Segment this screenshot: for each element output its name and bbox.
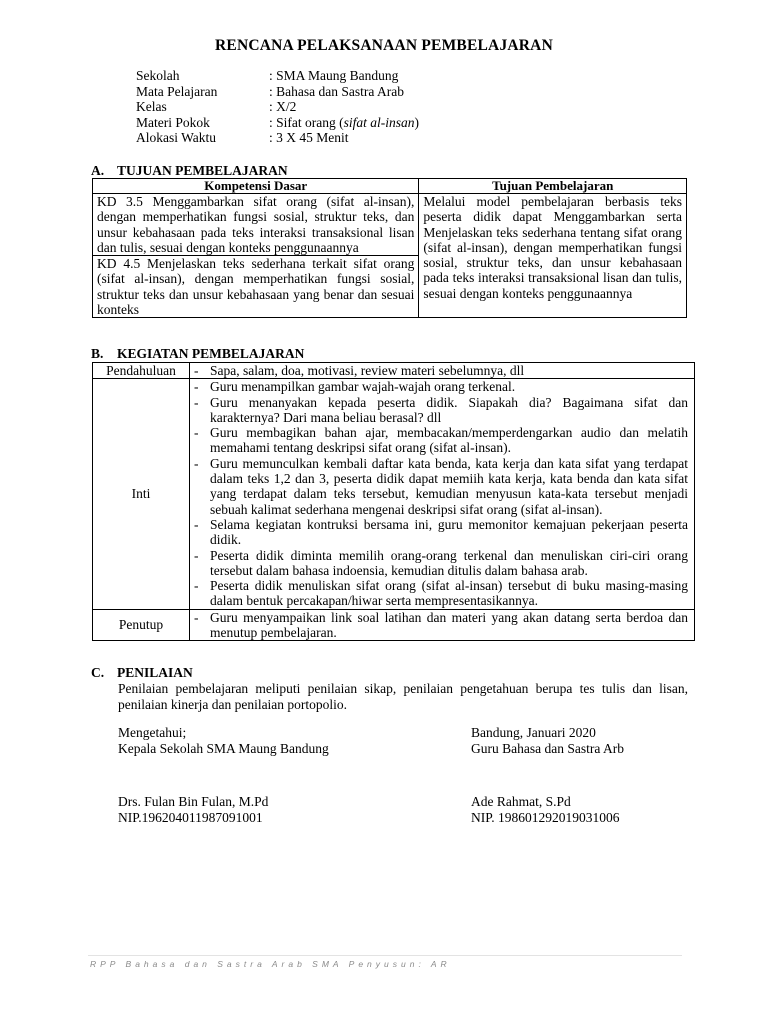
identity-label: Sekolah [136,68,180,83]
section-a-heading [91,163,288,179]
stage-activities [190,363,695,379]
footer-divider [88,955,682,956]
section-title: TUJUAN PEMBELAJARAN [117,163,288,178]
section-number: C. [91,665,105,680]
activity-item: - Guru menampilkan gambar wajah-wajah orang terkenal. [194,379,516,395]
activity-item: - Guru memunculkan kembali daftar kata benda, kata kerja dan kata sifat yang terdapat dalam teks 1,2 dan 3, peserta didik dapat memiih kata kerja, kata benda dan kata sifat yang terdapat dalam teks tersebut, kemudian menyusun kata-kata tersebut menjadi sebuah kalimat sederhana mengenai deskripsi sifat orang (sifat al-insan). [194,455,688,517]
stage-row-inti [93,379,695,609]
column-header-tujuan: Tujuan Pembelajaran [419,179,687,194]
identity-block [136,68,419,146]
stage-label: Inti [93,379,190,609]
tujuan-cell: Melalui model pembelajaran berbasis teks peserta didik dapat Menggambarkan serta Menjelaskan teks sederhana tentang sifat orang (sifat al-insan), dengan memperhatikan fungsi sosial, struktur teks, dan unsur kebahasaan pada teks interaksi transaksional lisan dan tulis, sesuai dengan konteks penggunaannya [419,194,687,318]
identity-value-suffix: ) [414,114,419,130]
stage-row-pendahuluan [93,363,695,379]
section-number: B. [91,346,104,361]
activity-item: - Selama kegiatan kontruksi bersama ini, guru memonitor kemajuan pekerjaan peserta didik. [194,516,688,548]
identity-label: Alokasi Waktu [136,130,217,145]
identity-value: : X/2 [269,99,297,114]
signature-line: Mengetahui; [118,725,187,740]
identity-value: : SMA Maung Bandung [269,68,399,83]
signature-line: Bandung, Januari 2020 [471,725,596,740]
stage-label: Pendahuluan [93,363,190,379]
signature-right [471,725,624,826]
activity-item: - Peserta didik diminta memilih orang-orang terkenal dan menuliskan ciri-ciri orang tersebut dalam bahasa indoensia, kemudian ditulis dalam bahasa arab. [194,547,688,578]
identity-value: : Bahasa dan Sastra Arab [269,83,404,99]
identity-row-materi-pokok [136,115,419,131]
signature-nip: NIP.196204011987091001 [118,810,263,825]
tujuan-table [92,178,687,318]
activity-item: - Guru membagikan bahan ajar, membacakan/memperdengarkan audio dan melatih memahami tentang deskripsi sifat orang (sifat al-insan). [194,425,688,456]
activity-item: - Peserta didik menuliskan sifat orang (sifat al-insan) tersebut di buku masing-masing dalam bentuk percakapan/hiwar serta mempresentasikannya. [194,578,688,609]
identity-value-prefix: : Sifat orang ( [269,114,344,130]
signature-name: Drs. Fulan Bin Fulan, M.Pd [118,794,269,809]
identity-value-italic: sifat al-insan [343,114,415,130]
stage-label: Penutup [93,609,190,641]
identity-label: Mata Pelajaran [136,83,218,99]
section-title: PENILAIAN [117,665,193,680]
identity-label: Materi Pokok [136,114,210,130]
kd-4-5-cell: KD 4.5 Menjelaskan teks sederhana terkait sifat orang (sifat al-insan), dengan memperhatikan fungsi sosial, struktur teks dan unsur kebahasaan yang benar dan sesuai konteks [93,256,419,318]
penilaian-text: Penilaian pembelajaran meliputi penilaian sikap, penilaian pengetahuan berupa tes tulis dan lisan, penilaian kinerja dan penilaian portopolio. [118,681,688,712]
signature-name: Ade Rahmat, S.Pd [471,794,571,809]
stage-activities [190,379,695,609]
section-b-heading [91,346,304,362]
signature-role: Guru Bahasa dan Sastra Arb [471,741,624,756]
identity-row-mata-pelajaran [136,84,419,100]
activity-item: - Guru menanyakan kepada peserta didik. Siapakah dia? Bagaimana sifat dan karakternya? Dari mana beliau berasal? dll [194,394,688,425]
section-title: KEGIATAN PEMBELAJARAN [117,346,305,361]
section-c-heading [91,665,193,681]
column-header-kompetensi: Kompetensi Dasar [93,179,419,194]
signature-role: Kepala Sekolah SMA Maung Bandung [118,741,329,756]
identity-label: Kelas [136,99,167,114]
document-title: RENCANA PELAKSANAAN PEMBELAJARAN [215,37,553,54]
kegiatan-table [92,362,695,641]
section-number: A. [91,163,105,178]
identity-row-sekolah [136,68,419,84]
stage-activities [190,609,695,641]
activity-item: - Guru menyampaikan link soal latihan dan materi yang akan datang serta berdoa dan menutup pembelajaran. [194,609,688,641]
signature-nip: NIP. 198601292019031006 [471,810,620,825]
page-footer: RPP Bahasa dan Sastra Arab SMA Penyusun: AR [90,959,451,969]
kd-3-5-cell: KD 3.5 Menggambarkan sifat orang (sifat al-insan), dengan memperhatikan fungsi sosial, struktur teks, dan unsur kebahasaan pada teks interaksi transaksional lisan dan tulis, sesuai dengan konteks penggunaannya [93,194,419,256]
stage-row-penutup [93,609,695,641]
identity-row-alokasi-waktu [136,130,419,146]
activity-item: - Sapa, salam, doa, motivasi, review materi sebelumnya, dll [194,363,525,378]
identity-value: : 3 X 45 Menit [269,130,349,145]
identity-row-kelas [136,99,419,115]
identity-value [269,115,419,131]
signature-left [118,725,329,826]
